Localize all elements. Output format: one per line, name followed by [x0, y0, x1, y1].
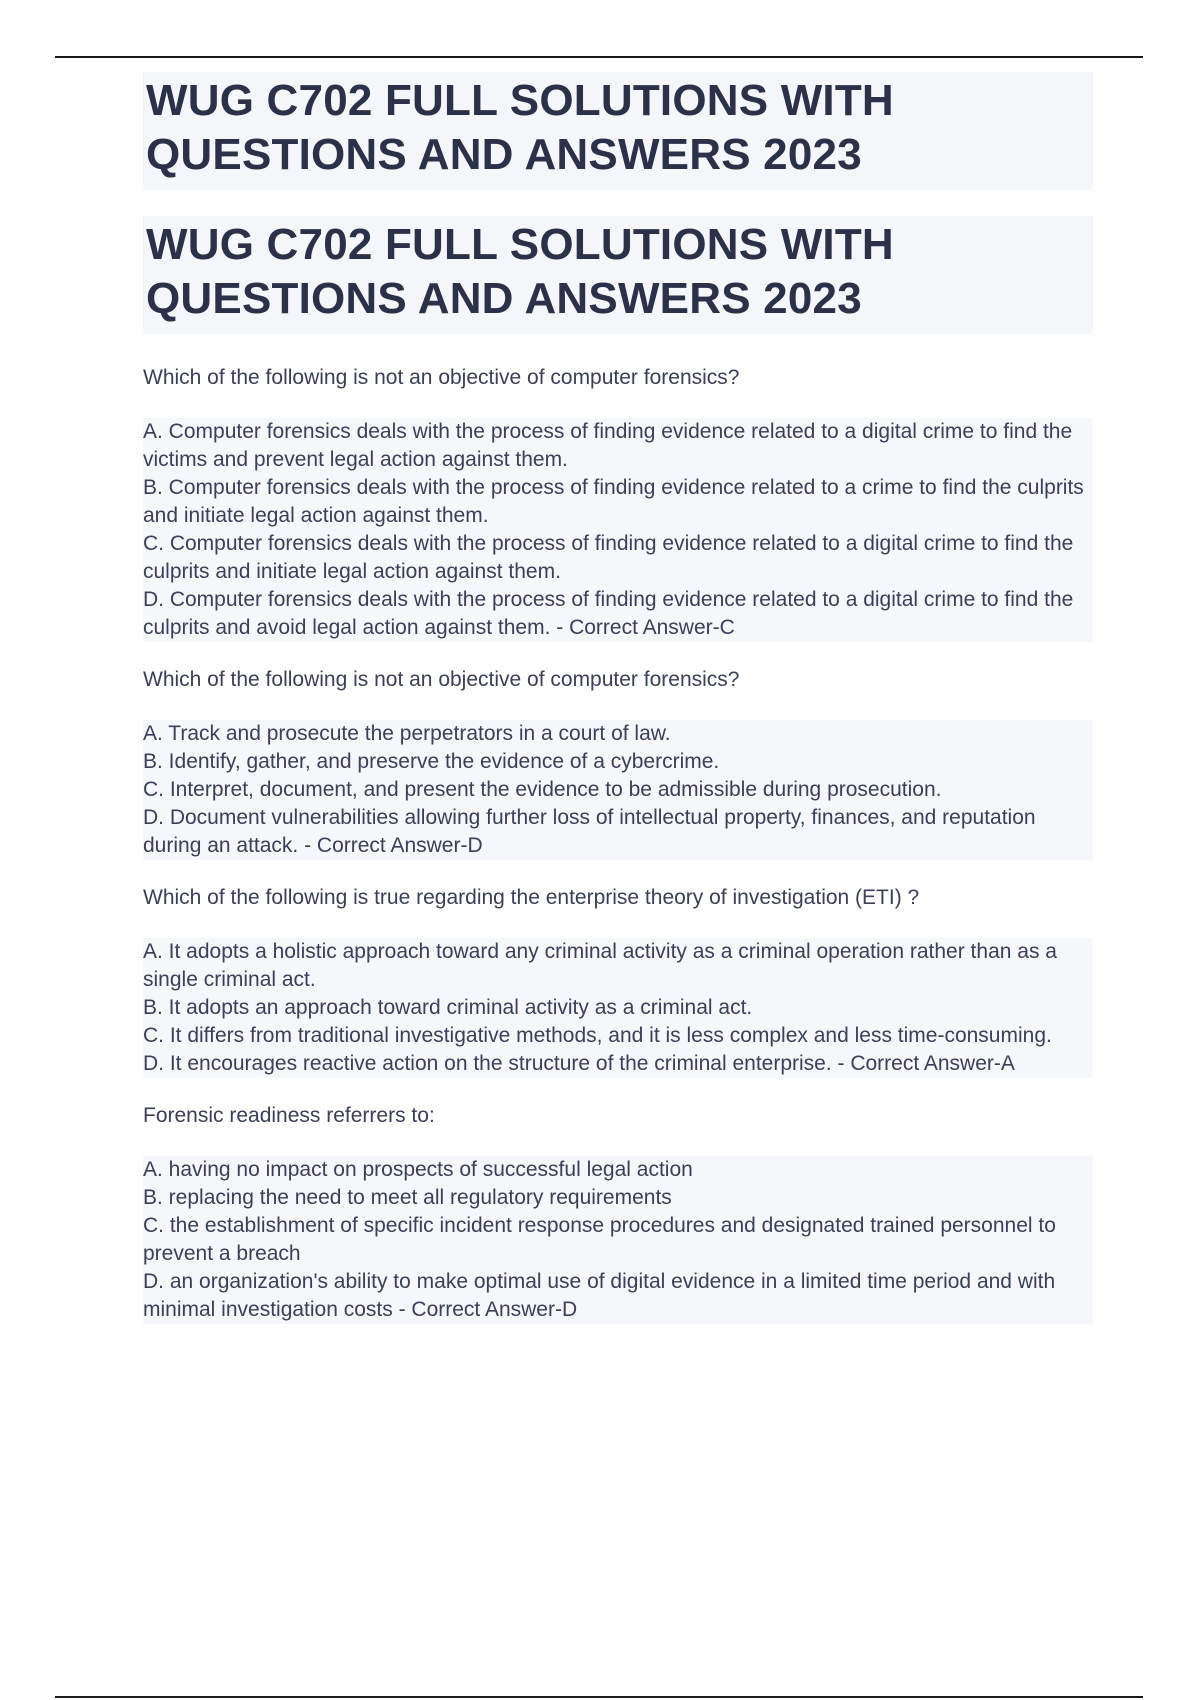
question-block-1	[143, 364, 1093, 642]
answer-option-c: C. Interpret, document, and present the evidence to be admissible during prosecution.	[143, 776, 1093, 804]
answer-option-b: B. Identify, gather, and preserve the evidence of a cybercrime.	[143, 748, 1093, 776]
bottom-rule	[55, 1696, 1143, 1698]
title-block-2	[143, 216, 1093, 334]
answer-option-d: D. It encourages reactive action on the structure of the criminal enterprise. - Correct Answer-A	[143, 1050, 1093, 1078]
title-block-1	[143, 72, 1093, 190]
answer-option-b: B. replacing the need to meet all regulatory requirements	[143, 1184, 1093, 1212]
answer-option-a: A. having no impact on prospects of successful legal action	[143, 1156, 1093, 1184]
question-text: Forensic readiness referrers to:	[143, 1104, 435, 1127]
answer-option-d: D. Computer forensics deals with the process of finding evidence related to a digital crime to find the culprits and avoid legal action against them. - Correct Answer-C	[143, 586, 1093, 642]
question-block-3	[143, 884, 1093, 1078]
answer-option-c: C. Computer forensics deals with the process of finding evidence related to a digital crime to find the culprits and initiate legal action against them.	[143, 530, 1093, 586]
answer-option-a: A. Computer forensics deals with the process of finding evidence related to a digital crime to find the victims and prevent legal action against them.	[143, 418, 1093, 474]
answer-option-c: C. It differs from traditional investigative methods, and it is less complex and less time-consuming.	[143, 1022, 1093, 1050]
answer-option-b: B. Computer forensics deals with the process of finding evidence related to a crime to find the culprits and initiate legal action against them.	[143, 474, 1093, 530]
answer-option-c: C. the establishment of specific incident response procedures and designated trained personnel to prevent a breach	[143, 1212, 1093, 1268]
document-title: WUG C702 FULL SOLUTIONS WITH QUESTIONS AND ANSWERS 2023	[146, 76, 894, 179]
document-title-repeat: WUG C702 FULL SOLUTIONS WITH QUESTIONS AND ANSWERS 2023	[146, 220, 894, 323]
question-text: Which of the following is true regarding the enterprise theory of investigation (ETI) ?	[143, 886, 920, 909]
answer-option-a: A. It adopts a holistic approach toward any criminal activity as a criminal operation rather than as a single criminal act.	[143, 938, 1093, 994]
question-list	[143, 364, 1093, 1324]
answer-option-d: D. Document vulnerabilities allowing further loss of intellectual property, finances, and reputation during an attack. - Correct Answer-D	[143, 804, 1093, 860]
answer-option-b: B. It adopts an approach toward criminal activity as a criminal act.	[143, 994, 1093, 1022]
question-block-4	[143, 1102, 1093, 1324]
question-text: Which of the following is not an objective of computer forensics?	[143, 366, 740, 389]
question-block-2	[143, 666, 1093, 860]
document-body	[143, 72, 1093, 1348]
top-rule	[55, 56, 1143, 58]
question-text: Which of the following is not an objective of computer forensics?	[143, 668, 740, 691]
answer-option-a: A. Track and prosecute the perpetrators in a court of law.	[143, 720, 1093, 748]
answer-option-d: D. an organization's ability to make optimal use of digital evidence in a limited time period and with minimal investigation costs - Correct Answer-D	[143, 1268, 1093, 1324]
